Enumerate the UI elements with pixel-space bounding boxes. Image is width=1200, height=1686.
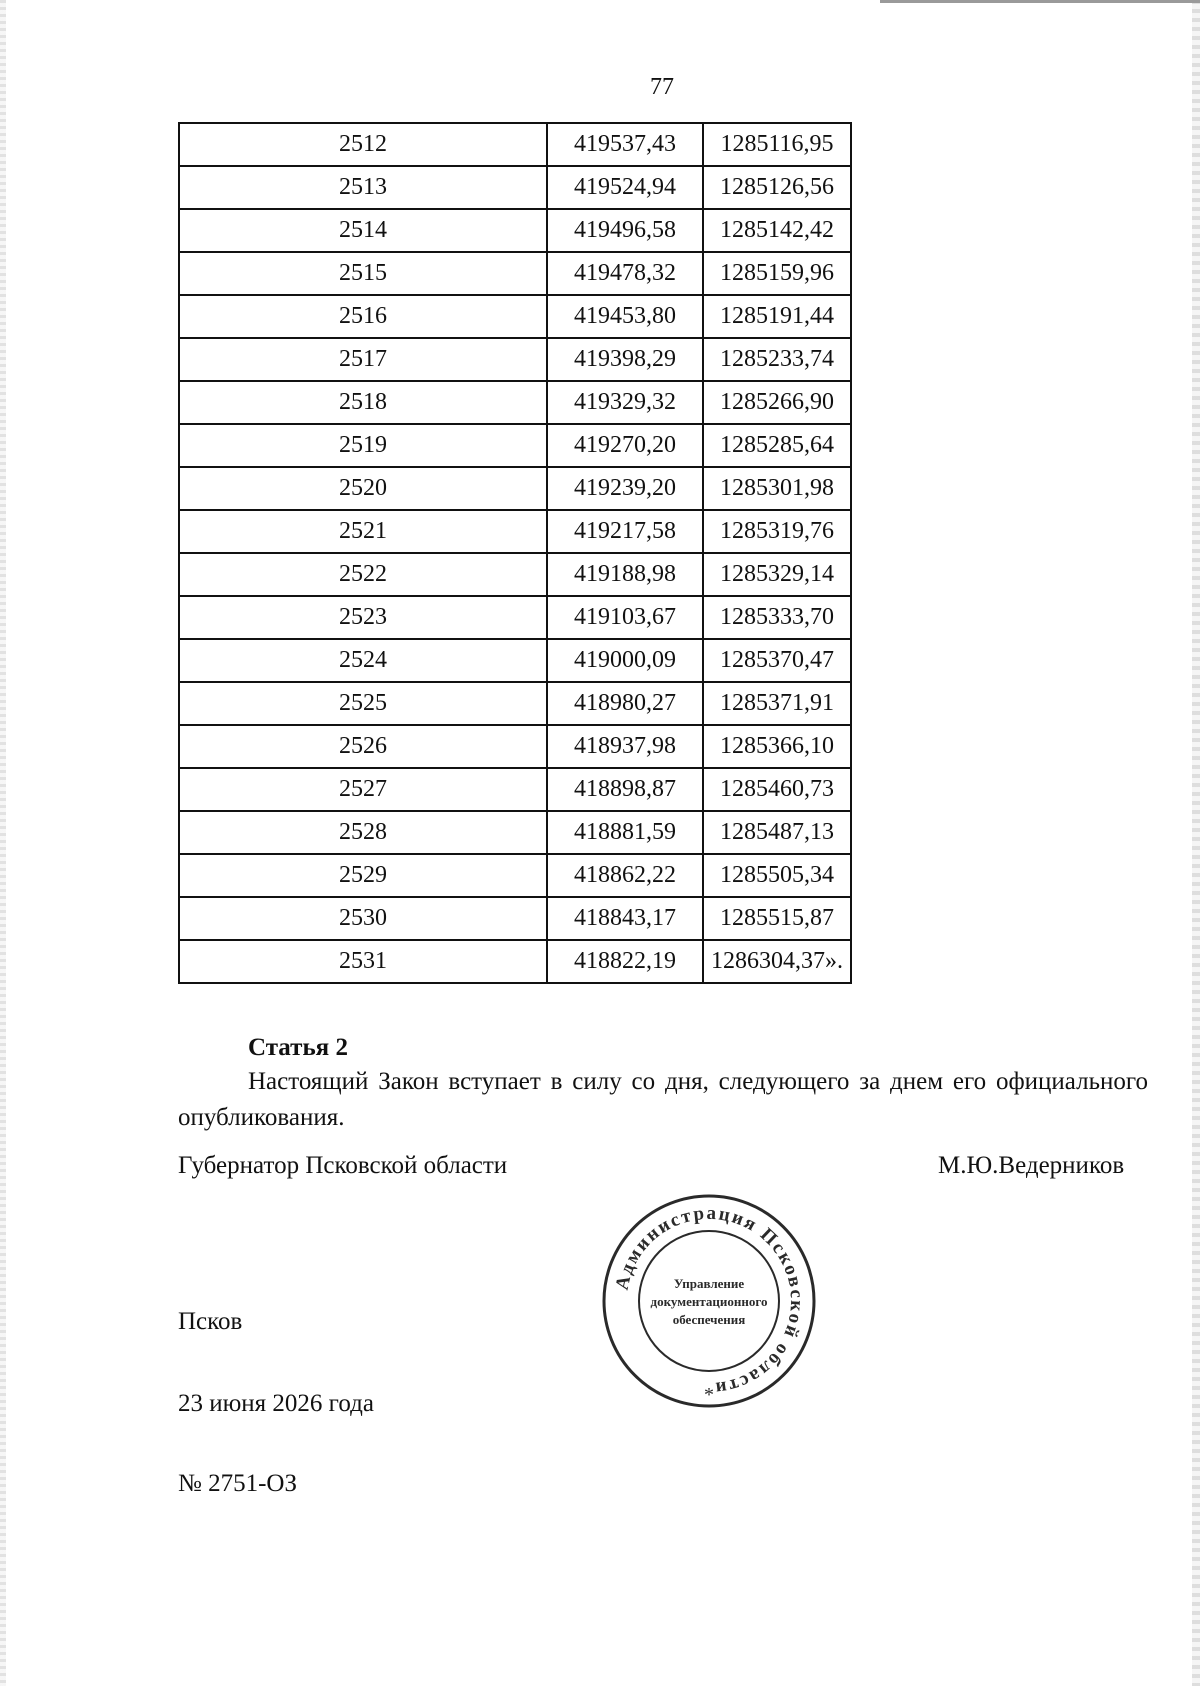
point-number-cell: 2519 [179,424,547,467]
x-coordinate-cell: 419398,29 [547,338,703,381]
x-coordinate-cell: 419188,98 [547,553,703,596]
article-text: Настоящий Закон вступает в силу со дня, следующего за днем его официального опубликования. [178,1068,1148,1131]
point-number-cell: 2529 [179,854,547,897]
table-row [179,338,851,381]
x-coordinate-cell: 419217,58 [547,510,703,553]
y-coordinate-cell: 1285266,90 [703,381,851,424]
x-coordinate-cell: 418881,59 [547,811,703,854]
x-coordinate-cell: 418980,27 [547,682,703,725]
y-coordinate-cell: 1285329,14 [703,553,851,596]
x-coordinate-cell: 419524,94 [547,166,703,209]
table-row [179,553,851,596]
point-number-cell: 2521 [179,510,547,553]
table-row [179,725,851,768]
x-coordinate-cell: 419478,32 [547,252,703,295]
seal-line-2: документационного [650,1294,768,1309]
signing-date: 23 июня 2026 года [178,1390,374,1417]
x-coordinate-cell: 419329,32 [547,381,703,424]
point-number-cell: 2516 [179,295,547,338]
y-coordinate-cell: 1285126,56 [703,166,851,209]
table-row [179,381,851,424]
table-row [179,940,851,983]
x-coordinate-cell: 418937,98 [547,725,703,768]
table-row [179,768,851,811]
y-coordinate-cell: 1285333,70 [703,596,851,639]
y-coordinate-cell: 1285366,10 [703,725,851,768]
x-coordinate-cell: 418843,17 [547,897,703,940]
x-coordinate-cell: 419496,58 [547,209,703,252]
y-coordinate-cell: 1285116,95 [703,123,851,166]
article-title: Статья 2 [248,1034,348,1061]
coordinates-table-body [179,123,851,983]
point-number-cell: 2531 [179,940,547,983]
page-number: 77 [650,74,674,100]
point-number-cell: 2525 [179,682,547,725]
x-coordinate-cell: 418898,87 [547,768,703,811]
table-row [179,682,851,725]
seal-line-3: обеспечения [672,1312,746,1327]
point-number-cell: 2530 [179,897,547,940]
point-number-cell: 2518 [179,381,547,424]
point-number-cell: 2528 [179,811,547,854]
table-row [179,811,851,854]
point-number-cell: 2517 [179,338,547,381]
point-number-cell: 2523 [179,596,547,639]
point-number-cell: 2522 [179,553,547,596]
seal-ring-text: Администрация Псковской области [611,1202,808,1400]
table-row [179,897,851,940]
table-row [179,854,851,897]
x-coordinate-cell: 419537,43 [547,123,703,166]
y-coordinate-cell: 1285159,96 [703,252,851,295]
point-number-cell: 2520 [179,467,547,510]
y-coordinate-cell: 1285371,91 [703,682,851,725]
y-coordinate-cell: 1285370,47 [703,639,851,682]
seal-line-1: Управление [673,1276,745,1291]
official-seal [596,1188,822,1414]
seal-star-icon: * [704,1384,714,1406]
y-coordinate-cell: 1285505,34 [703,854,851,897]
x-coordinate-cell: 419270,20 [547,424,703,467]
table-row [179,123,851,166]
scan-edge-left [0,0,6,1686]
x-coordinate-cell: 419453,80 [547,295,703,338]
coordinates-table [178,122,852,984]
law-number: № 2751-ОЗ [178,1470,298,1497]
table-row [179,467,851,510]
point-number-cell: 2513 [179,166,547,209]
point-number-cell: 2514 [179,209,547,252]
y-coordinate-cell: 1285319,76 [703,510,851,553]
point-number-cell: 2526 [179,725,547,768]
scan-edge-top [880,0,1200,3]
table-row [179,209,851,252]
y-coordinate-cell: 1285285,64 [703,424,851,467]
x-coordinate-cell: 418862,22 [547,854,703,897]
table-row [179,510,851,553]
y-coordinate-cell: 1285515,87 [703,897,851,940]
table-row [179,252,851,295]
y-coordinate-cell: 1285460,73 [703,768,851,811]
point-number-cell: 2524 [179,639,547,682]
x-coordinate-cell: 419103,67 [547,596,703,639]
signatory-name: М.Ю.Ведерников [938,1152,1125,1179]
x-coordinate-cell: 419000,09 [547,639,703,682]
table-row [179,295,851,338]
y-coordinate-cell: 1285233,74 [703,338,851,381]
table-row [179,596,851,639]
x-coordinate-cell: 418822,19 [547,940,703,983]
y-coordinate-cell: 1285142,42 [703,209,851,252]
x-coordinate-cell: 419239,20 [547,467,703,510]
point-number-cell: 2512 [179,123,547,166]
scan-edge-right [1192,0,1200,1686]
table-row [179,166,851,209]
signing-city: Псков [178,1308,243,1335]
point-number-cell: 2515 [179,252,547,295]
y-coordinate-cell: 1286304,37». [703,940,851,983]
table-row [179,424,851,467]
point-number-cell: 2527 [179,768,547,811]
y-coordinate-cell: 1285487,13 [703,811,851,854]
signatory-position: Губернатор Псковской области [178,1152,508,1179]
table-row [179,639,851,682]
y-coordinate-cell: 1285301,98 [703,467,851,510]
y-coordinate-cell: 1285191,44 [703,295,851,338]
